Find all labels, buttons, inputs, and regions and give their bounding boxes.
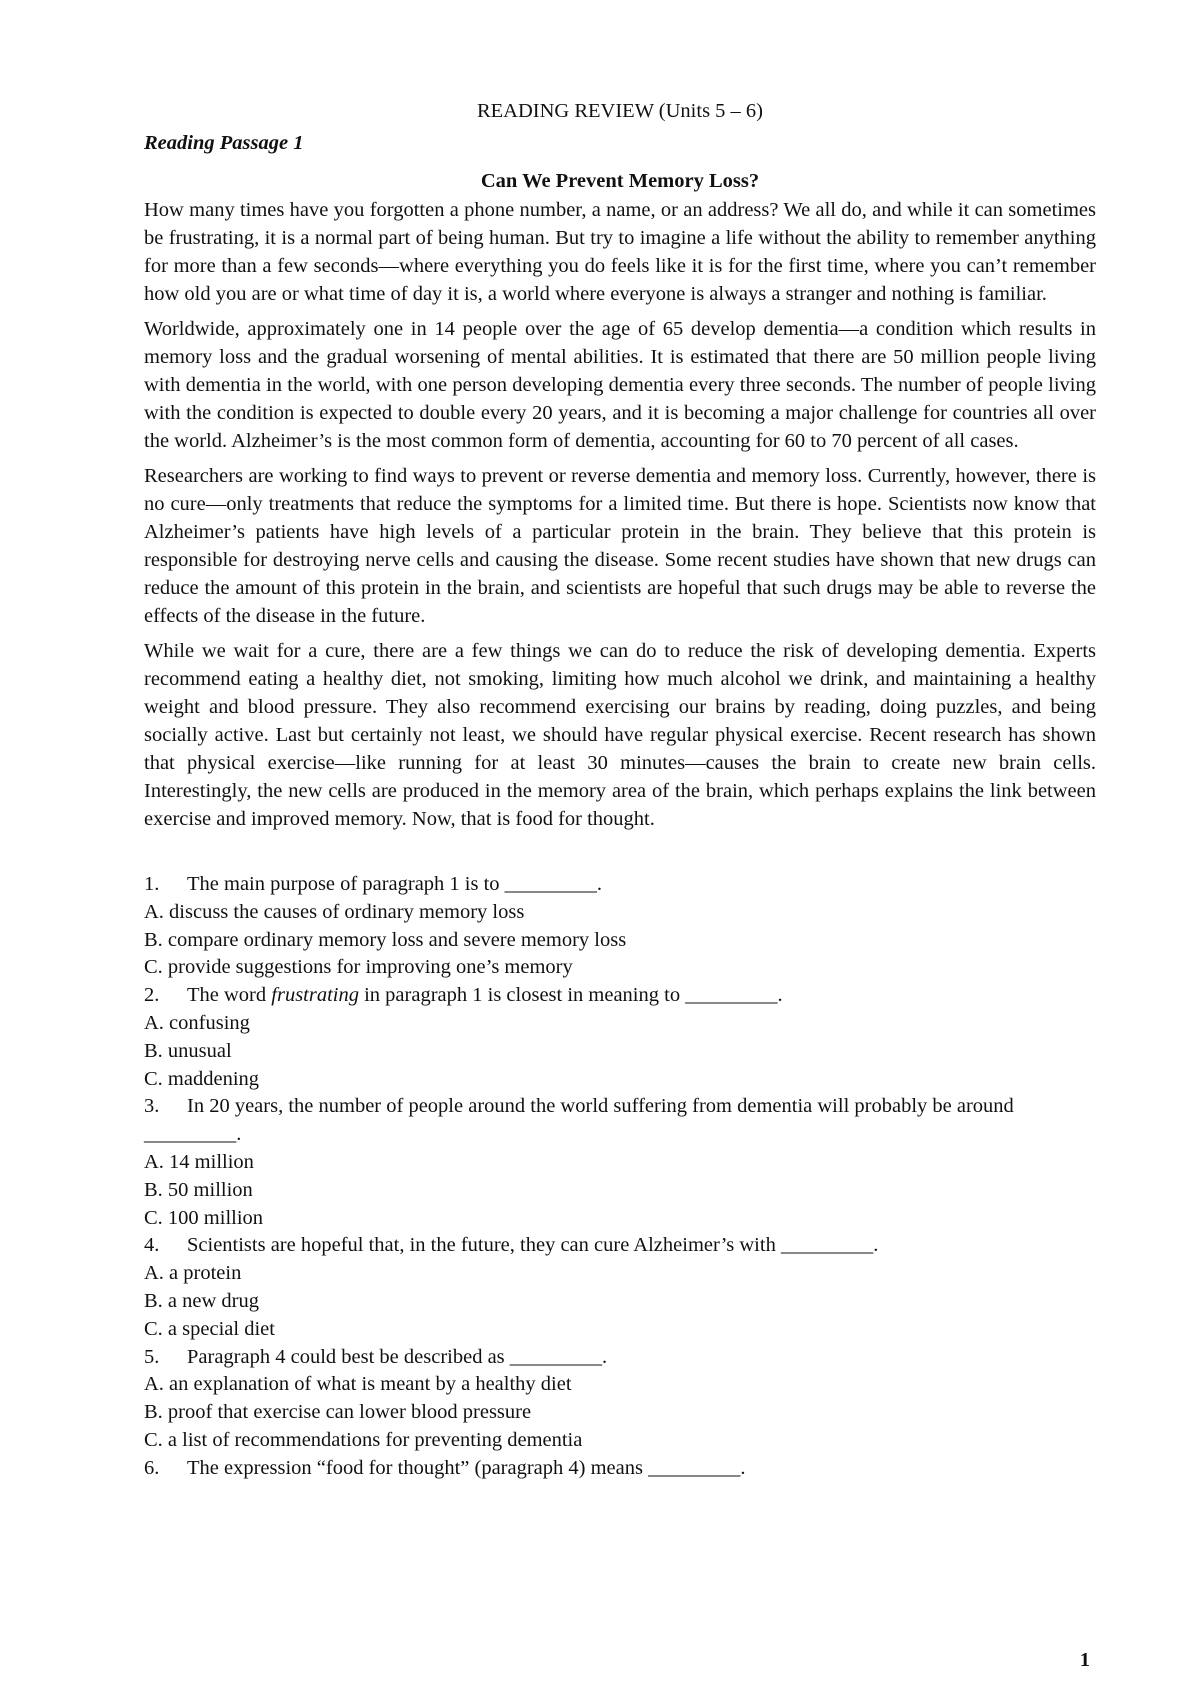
document-title: READING REVIEW (Units 5 – 6)	[476, 100, 764, 122]
question-text: Scientists are hopeful that, in the future, they can cure Alzheimer’s with	[187, 1234, 781, 1257]
question-1	[144, 871, 1096, 982]
page-number: 1	[1079, 1649, 1090, 1671]
question-number: 2.	[144, 984, 160, 1007]
answer-blank: _________.	[780, 1234, 879, 1257]
paragraph-2: Worldwide, approximately one in 14 people over the age of 65 develop dementia—a condition which results in memory loss and the gradual worsening of mental abilities. It is estimated that there are 50 million people living with dementia in the world, with one person developing dementia every three seconds. The number of people living with the condition is expected to double every 20 years, and it is becoming a major challenge for countries all over the world. Alzheimer’s is the most common form of dementia, accounting for 60 to 70 percent of all cases.	[144, 318, 1096, 452]
question-list	[144, 871, 1096, 1483]
question-stem	[144, 982, 1096, 1010]
question-number: 3.	[144, 1095, 160, 1118]
question-number: 5.	[144, 1345, 160, 1368]
answer-option-c: C. 100 million	[144, 1206, 264, 1229]
answer-blank: _________.	[648, 1456, 746, 1479]
question-stem	[144, 1455, 1096, 1483]
emphasized-word: frustrating	[271, 984, 359, 1007]
question-number: 6.	[144, 1456, 160, 1479]
answer-option-b: B. proof that exercise can lower blood pressure	[144, 1401, 532, 1424]
question-stem	[144, 1344, 1096, 1372]
question-text: The word	[187, 984, 272, 1007]
answer-option-c: C. a list of recommendations for preventing dementia	[144, 1428, 583, 1451]
passage-label: Reading Passage 1	[144, 132, 304, 154]
answer-option-a: A. 14 million	[144, 1150, 254, 1173]
question-stem	[144, 1232, 1096, 1260]
question-5	[144, 1344, 1096, 1455]
answer-option-c: C. a special diet	[144, 1317, 275, 1340]
question-4	[144, 1232, 1096, 1343]
paragraph-4: While we wait for a cure, there are a few things we can do to reduce the risk of developing dementia. Experts recommend eating a healthy diet, not smoking, limiting how much alcohol we drink, and maintaining a healthy weight and blood pressure. They also recommend exercising our brains by reading, doing puzzles, and being socially active. Last but certainly not least, we should have regular physical exercise. Recent research has shown that physical exercise—like running for at least 30 minutes—causes the brain to create new brain cells. Interestingly, the new cells are produced in the memory area of the brain, which perhaps explains the link between exercise and improved memory. Now, that is food for thought.	[144, 640, 1096, 830]
question-text: The main purpose of paragraph 1 is to	[187, 873, 505, 895]
passage-title: Can We Prevent Memory Loss?	[480, 170, 760, 192]
question-text: The expression “food for thought” (paragraph 4) means	[187, 1456, 649, 1479]
answer-option-b: B. a new drug	[144, 1289, 260, 1312]
paragraph-1: How many times have you forgotten a phone number, a name, or an address? We all do, and while it can sometimes be frustrating, it is a normal part of being human. But try to imagine a life without the ability to remember anything for more than a few seconds—where everything you do feels like it is for the first time, where you can’t remember how old you are or what time of day it is, a world where everyone is always a stranger and nothing is familiar.	[144, 199, 1096, 305]
question-stem	[144, 1093, 1096, 1149]
answer-option-a: A. a protein	[144, 1262, 242, 1285]
paragraph-3: Researchers are working to find ways to prevent or reverse dementia and memory loss. Currently, however, there is no cure—only treatments that reduce the symptoms for a limited time. But there is hope. Scientists now know that Alzheimer’s patients have high levels of a particular protein in the brain. They believe that this protein is responsible for destroying nerve cells and causing the disease. Some recent studies have shown that new drugs can reduce the amount of this protein in the brain, and scientists are hopeful that such drugs may be able to reverse the effects of the disease in the future.	[144, 465, 1096, 627]
answer-option-a: A. confusing	[144, 1011, 250, 1034]
answer-blank: _________.	[509, 1345, 608, 1368]
question-6	[144, 1455, 1096, 1483]
question-2	[144, 982, 1096, 1093]
question-text: In 20 years, the number of people around the world suffering from dementia will probably be around	[187, 1095, 1014, 1118]
answer-option-a: A. discuss the causes of ordinary memory loss	[144, 900, 525, 923]
question-stem	[144, 871, 1096, 899]
answer-option-b: B. compare ordinary memory loss and severe memory loss	[144, 928, 627, 951]
answer-blank: _________.	[144, 1123, 242, 1146]
answer-option-b: B. 50 million	[144, 1178, 253, 1201]
answer-option-a: A. an explanation of what is meant by a healthy diet	[144, 1373, 572, 1396]
answer-option-c: C. provide suggestions for improving one’s memory	[144, 956, 573, 979]
question-text-end: in paragraph 1 is closest in meaning to _________.	[358, 984, 783, 1007]
question-number: 1.	[144, 873, 160, 895]
question-3	[144, 1093, 1096, 1232]
question-number: 4.	[144, 1234, 160, 1257]
document-page	[144, 98, 1096, 1483]
answer-option-c: C. maddening	[144, 1067, 260, 1090]
answer-option-b: B. unusual	[144, 1039, 232, 1062]
question-text: Paragraph 4 could best be described as	[187, 1345, 510, 1368]
answer-blank: _________.	[504, 873, 603, 895]
